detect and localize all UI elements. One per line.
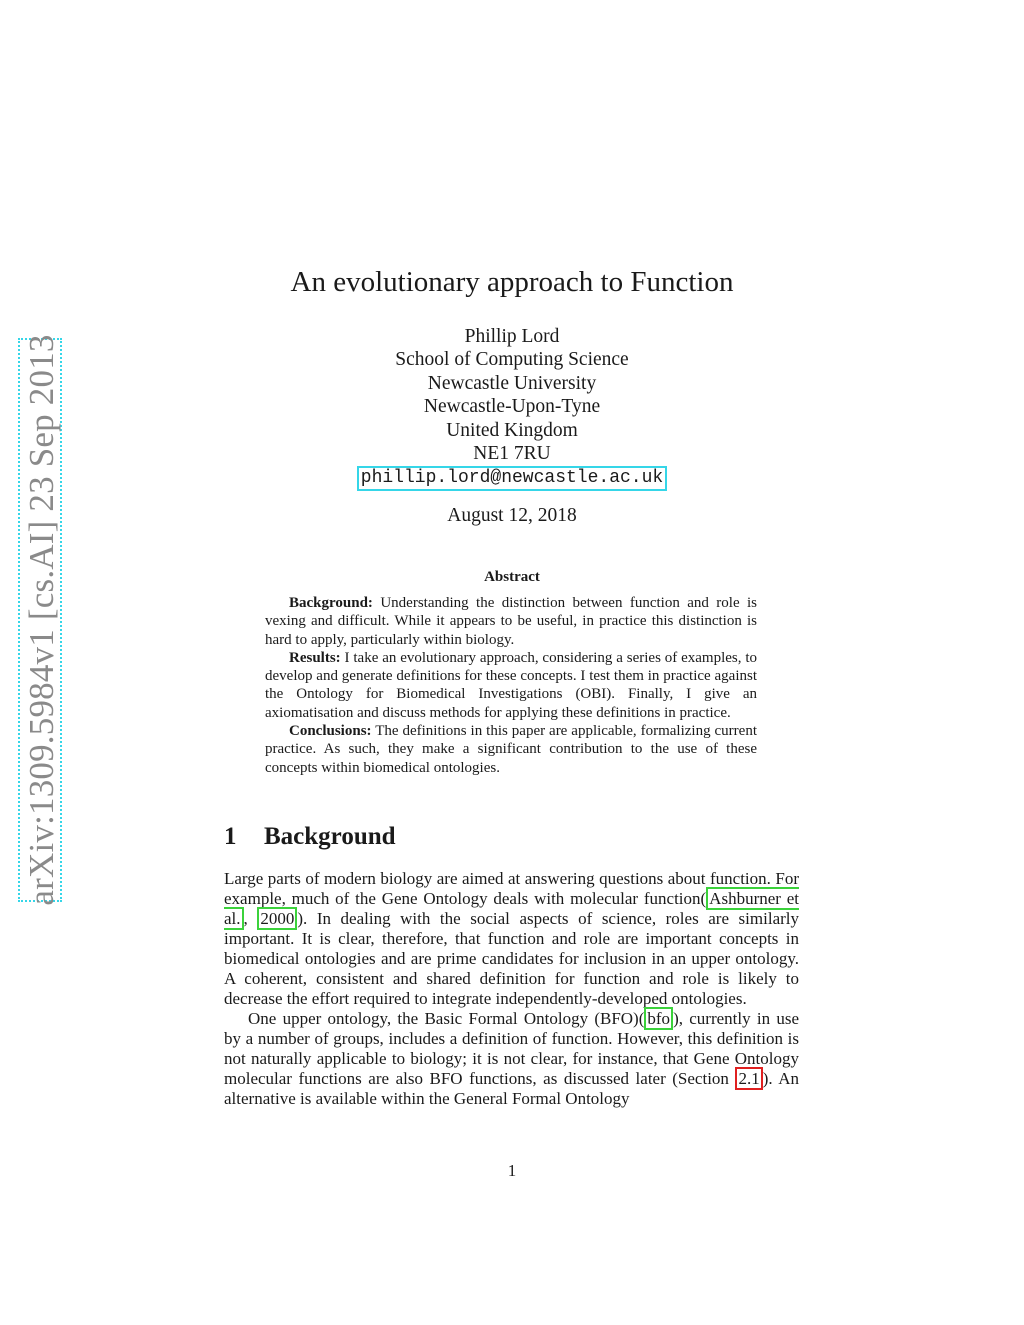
body-p2-text-c: ). An alternative is available within the General Formal Ontology: [224, 1069, 800, 1108]
citation-bfo-link[interactable]: bfo: [644, 1007, 673, 1030]
body-text: [224, 869, 799, 1109]
author-email-link[interactable]: phillip.lord@newcastle.ac.uk: [357, 466, 667, 491]
body-p1-text-a: Large parts of modern biology are aimed at answering questions about function. For example, much of the Gene Ontology deals with molecular function(: [224, 869, 799, 908]
body-p2-text-a: One upper ontology, the Basic Formal Ontology (BFO)(: [248, 1009, 645, 1028]
abstract-conclusions: [265, 722, 757, 777]
page-number: 1: [507, 1161, 517, 1180]
body-paragraph-2: [224, 1009, 799, 1109]
abstract-background: [265, 594, 757, 649]
section-heading: [224, 823, 396, 851]
section-ref-2-1-link[interactable]: 2.1: [735, 1067, 762, 1090]
section-title: Background: [264, 823, 396, 850]
author-block: [0, 325, 1024, 491]
body-p1-comma: ,: [243, 909, 258, 928]
abstract-results-text: I take an evolutionary approach, considering a series of examples, to develop and generate definitions for these concepts. I test them in practice against the Ontology for Biomedical Investigations (OBI). Finally, I give an axiomatisation and discuss methods for applying these definitions in practice.: [265, 649, 758, 721]
abstract-body: [265, 594, 757, 777]
abstract-conclusions-label: Conclusions:: [289, 723, 372, 740]
abstract-background-text: Understanding the distinction between function and role is vexing and difficult. While it appears to be useful, in practice this distinction is hard to apply, particularly within biology.: [265, 595, 758, 648]
body-p1-text-b: ). In dealing with the social aspects of science, roles are similarly important. It is clear, therefore, that function and role are important concepts in biomedical ontologies and are prime candidates for inclusion in an upper ontology. A coherent, consistent and shared definition for function and role is likely to decrease the effort required to integrate independently-developed ontologies.: [224, 909, 799, 1008]
abstract-results-label: Results:: [289, 649, 341, 666]
author-school: School of Computing Science: [395, 349, 629, 371]
paper-date: August 12, 2018: [447, 505, 577, 526]
citation-2000-link[interactable]: 2000: [257, 907, 297, 930]
arxiv-identifier[interactable]: arXiv:1309.5984v1 [cs.AI] 23 Sep 2013: [22, 334, 61, 906]
author-city: Newcastle-Upon-Tyne: [423, 396, 601, 418]
author-postcode: NE1 7RU: [473, 443, 551, 465]
author-university: Newcastle University: [427, 372, 597, 394]
author-name: Phillip Lord: [464, 326, 560, 347]
abstract-conclusions-text: The definitions in this paper are applicable, formalizing current practice. As such, they make a significant contribution to the use of these concepts within biomedical ontologies.: [265, 723, 757, 776]
abstract-results: [265, 649, 757, 722]
body-paragraph-1: [224, 869, 799, 1009]
body-p2-text-b: ), currently in use by a number of groups, includes a definition of function. However, this definition is not naturally applicable to biology; it is not clear, for instance, that Gene Ontology molecular functions are also BFO functions, as discussed later (Section: [224, 1009, 800, 1088]
author-country: United Kingdom: [446, 419, 578, 441]
abstract-heading: Abstract: [484, 569, 540, 585]
citation-ashburner-link[interactable]: Ashburner et al.: [224, 889, 799, 928]
abstract-background-label: Background:: [289, 595, 373, 611]
section-number: 1: [224, 823, 237, 850]
paper-title: An evolutionary approach to Function: [290, 266, 734, 298]
